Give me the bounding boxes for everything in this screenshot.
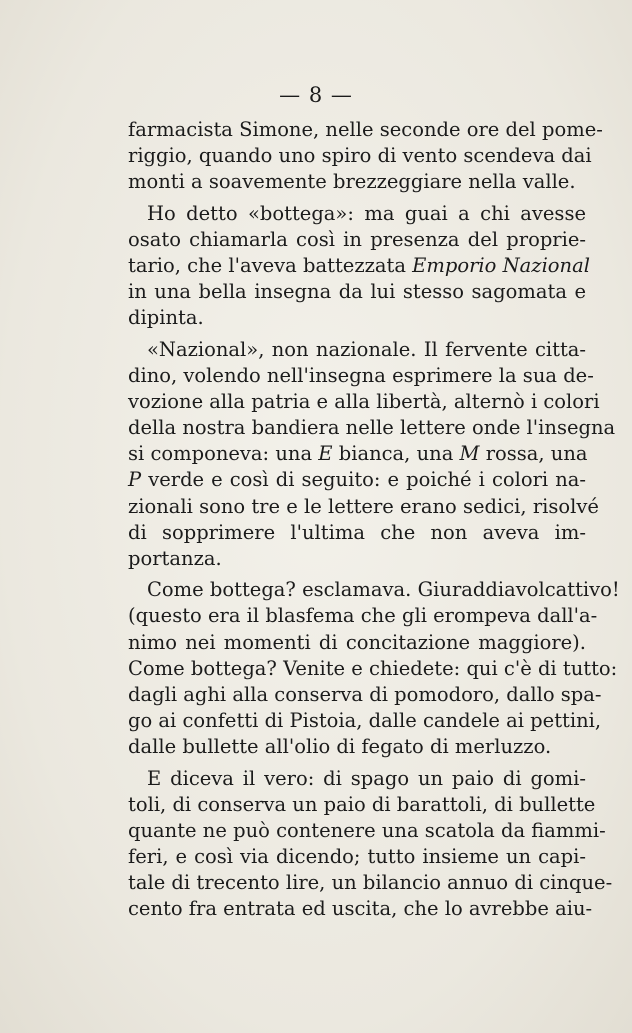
page-number: — 8 —	[279, 83, 353, 107]
text-segment: rossa, una	[485, 442, 588, 466]
text-line: riggio, quando uno spiro di vento scendeva dai	[128, 144, 592, 168]
letter-italic: E	[318, 442, 333, 466]
text-line: farmacista Simone, nelle seconde ore del pome-	[128, 118, 603, 141]
text-line: cento fra entrata ed uscita, che lo avrebbe aiu-	[128, 897, 593, 921]
letter-italic: P	[128, 468, 142, 492]
text-line: toli, di conserva un paio di barattoli, di bullette	[128, 792, 596, 816]
text-line: portanza.	[128, 547, 222, 570]
text-line: Come bottega? esclamava. Giuraddiavolcattivo!	[147, 578, 620, 602]
text-line: feri, e così via dicendo; tutto insieme un capi-	[128, 845, 586, 869]
text-segment: tario, che l'aveva battezzata	[128, 253, 406, 277]
text-line: «Nazional», non nazionale. Il fervente citta-	[147, 337, 586, 361]
text-line: dino, volendo nell'insegna esprimere la sua de-	[128, 363, 594, 387]
text-segment: verde e così di seguito: e poiché i colori na-	[148, 468, 586, 492]
text-line: nimo nei momenti di concitazione maggiore).	[128, 630, 586, 654]
text-line: della nostra bandiera nelle lettere onde l'insegna	[128, 416, 616, 440]
text-line	[128, 253, 590, 279]
text-line: go ai confetti di Pistoia, dalle candele ai pettini,	[128, 709, 602, 733]
shop-name-italic: Emporio Nazional	[412, 253, 590, 277]
text-line	[128, 467, 586, 493]
text-line: dalle bullette all'olio di fegato di merluzzo.	[128, 735, 552, 759]
text-line: monti a soavemente brezzeggiare nella valle.	[128, 170, 576, 194]
text-line: dipinta.	[128, 306, 204, 330]
text-line: vozione alla patria e alla libertà, alternò i colori	[128, 389, 600, 413]
text-line: di sopprimere l'ultima che non aveva im-	[128, 520, 586, 544]
text-line: (questo era il blasfema che gli erompeva dall'a-	[128, 604, 598, 628]
body-text	[128, 117, 620, 923]
text-line: quante ne può contenere una scatola da fiammi-	[128, 818, 606, 842]
text-line: Come bottega? Venite e chiedete: qui c'è di tutto:	[128, 656, 618, 680]
letter-italic: M	[459, 442, 480, 466]
text-line: dagli aghi alla conserva di pomodoro, dallo spa-	[128, 682, 602, 706]
text-line: in una bella insegna da lui stesso sagomata e	[128, 280, 586, 304]
text-line: tale di trecento lire, un bilancio annuo di cinque-	[128, 871, 613, 895]
text-line: E diceva il vero: di spago un paio di gomi-	[147, 766, 586, 790]
text-line: osato chiamarla così in presenza del proprie-	[128, 227, 586, 251]
text-segment: bianca, una	[338, 442, 454, 466]
text-segment: si componeva: una	[128, 442, 313, 466]
text-line	[128, 441, 586, 467]
text-line: Ho detto «bottega»: ma guai a chi avesse	[147, 201, 586, 225]
text-line: zionali sono tre e le lettere erano sedici, risolvé	[128, 494, 599, 518]
